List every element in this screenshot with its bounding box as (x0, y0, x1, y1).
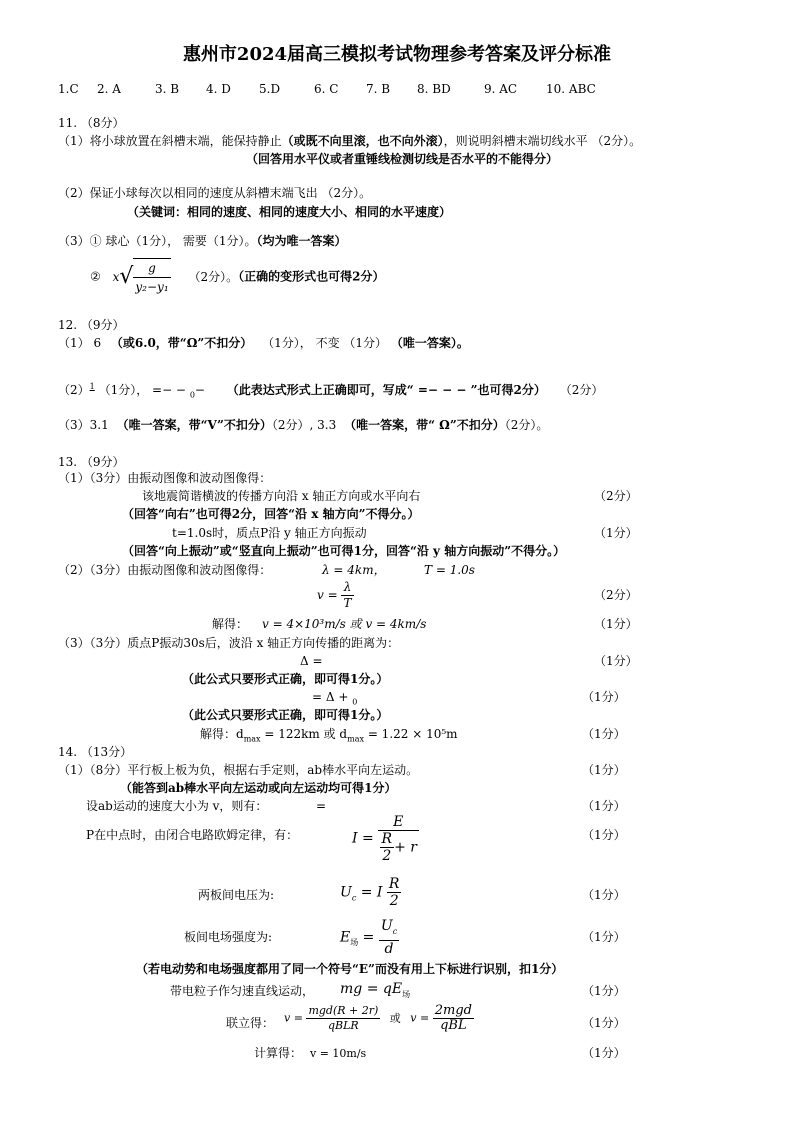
q11-p3c-score: （2分）。 (188, 269, 239, 284)
q14-p8: 计算得： (254, 1046, 303, 1060)
q14-p6: 带电粒子作匀速直线运动， (170, 984, 315, 998)
q14-p7-frac2 (433, 1004, 474, 1033)
frac-denominator: T (343, 596, 352, 610)
q12-p2-eq2: − (194, 383, 205, 397)
q14-p2-score: （1分） (582, 799, 626, 813)
q11-head: 11. （8分） (58, 116, 125, 130)
mc-answer: 4. D (206, 82, 231, 96)
q14-p5-frac (379, 918, 399, 957)
q13-p2-lambda: λ = 4km， (322, 563, 386, 577)
mc-answer: 1.C (58, 82, 79, 96)
q13-p1b-note: （回答“向上振动”或“竖直向上振动”也可得1分，回答“沿 y 轴方向振动”不得分。） (122, 544, 566, 558)
q11-p3c (90, 258, 384, 296)
frac-denominator: qBLR (328, 1019, 359, 1032)
q12-p1-unique: （唯一答案）。 (390, 336, 469, 350)
frac-numerator: mgd(R + 2r) (308, 1004, 379, 1017)
q14-p5-note: （若电动势和电场强度都用了同一个符号“E”而没有用上下标进行识别，扣1分） (136, 962, 564, 976)
q13-p1a-score: （2分） (594, 489, 638, 503)
q13-p2-T: T = 1.0s (424, 563, 475, 577)
q14-p7-v2: v = (410, 1011, 430, 1025)
q11-p1-bold: （或既不向里滚，也不向外滚） (281, 134, 444, 148)
q14-p5-sub: 场 (350, 938, 359, 948)
q14-p5-score: （1分） (582, 930, 626, 944)
mc-answer: 9. AC (484, 82, 518, 96)
q14-p7-score: （1分） (582, 1016, 626, 1030)
q13-head: 13. （9分） (58, 455, 125, 469)
q12-p2-score: （2分） (559, 383, 604, 397)
frac-numerator: R (381, 831, 393, 847)
frac-denominator: d (384, 940, 394, 957)
frac-numerator: R (388, 876, 400, 892)
q13-p2-v (317, 580, 354, 611)
q14-p7-frac1 (306, 1004, 380, 1033)
q12-p2-sub: 0 (189, 390, 195, 400)
q14-p7: 联立得： (226, 1016, 275, 1030)
q14-p5-Usub: c (392, 926, 398, 936)
inner-frac (380, 831, 395, 864)
q14-p4-frac (387, 876, 402, 909)
frac-numerator: g (133, 259, 170, 278)
q11-p1-note: （回答用水平仪或者重锤线检测切线是否水平的不能得分） (246, 152, 559, 166)
q13-p3-eq1-score: （1分） (594, 654, 638, 668)
q11-p3c-num: ② (90, 269, 101, 284)
q14-p3-r: + r (394, 839, 417, 856)
sqrt-icon: √ (119, 264, 134, 289)
q12-p2-note: （此表达式形式上正确即可，写成“ =− − − ”也可得2分） (226, 383, 546, 397)
q14-p8-score: （1分） (582, 1046, 626, 1060)
q11-p3-text: （3）① 球心（1分）， 需要（1分）。 (58, 234, 257, 248)
q14-p4-I: = I (356, 884, 383, 901)
q14-p3-I: I = (352, 830, 374, 847)
q13-p2-sol-score: （1分） (594, 617, 638, 631)
q12-p3-score: （2分）。 (504, 418, 549, 432)
q12-head: 12. （9分） (58, 318, 125, 332)
mc-answer: 7. B (366, 82, 391, 96)
q11-p3c-note: （正确的变形式也可得2分） (238, 269, 385, 284)
q13-p2: （2）（3分）由振动图像和波动图像得： (58, 563, 272, 577)
q14-p3-score: （1分） (582, 828, 626, 842)
q11-p2-note: （关键词：相同的速度、相同的速度大小、相同的水平速度） (127, 205, 452, 219)
frac-denominator (378, 831, 419, 864)
q13-p1b: t=1.0s时，质点P沿 y 轴正方向振动 (172, 526, 367, 540)
q14-p6-sub: 场 (402, 989, 411, 999)
q13-p3-sol-a: 解得：d (200, 727, 244, 741)
q14-p6-score: （1分） (582, 984, 626, 998)
q11-p2: （2）保证小球每次以相同的速度从斜槽末端飞出 （2分）。 (58, 186, 372, 200)
q12-p2-text: （2） (58, 383, 90, 397)
q13-p2-v-score: （2分） (594, 588, 638, 602)
q13-p3-sol-sub2: max (347, 734, 364, 744)
q12-p1-note: （或6.0，带“Ω”不扣分） (110, 336, 253, 350)
q13-p3-sol-sub: max (243, 734, 261, 744)
mc-answer: 10. ABC (546, 82, 596, 96)
q13-p3-eq2-text: = Δ + (312, 690, 353, 704)
frac-denominator: y₂−y₁ (135, 280, 169, 294)
q13-p3: （3）（3分）质点P振动30s后，波沿 x 轴正方向传播的距离为： (58, 636, 400, 650)
q14-p7-or: 或 (389, 1011, 401, 1025)
q14-p3-eq (352, 814, 419, 864)
q14-p4: 两板间电压为: (198, 888, 275, 902)
q13-p1a-note: （回答“向右”也可得2分，回答“沿 x 轴方向”不得分。） (122, 507, 420, 521)
q13-p3-sol-score: （1分） (582, 727, 626, 741)
q14-p4-U: U (340, 884, 352, 901)
q14-p2-eq: = (316, 799, 327, 813)
q13-p3-eq2-score: （1分） (582, 690, 626, 704)
q13-p1: （1）（3分）由振动图像和波动图像得： (58, 471, 272, 485)
q14-p5-E: E (340, 929, 351, 946)
q12-p2-eq: （1分）， =− − (98, 383, 190, 397)
q13-p3-sol (200, 727, 458, 746)
page-title: 惠州市2024届高三模拟考试物理参考答案及评分标准 (182, 44, 612, 65)
frac-denominator: 2 (382, 848, 392, 864)
q14-p4-sub: c (351, 893, 357, 903)
q11-p3-note: （均为唯一答案） (256, 234, 347, 248)
q14-p5-eqsign: = (358, 929, 375, 946)
q12-p2 (58, 380, 603, 402)
q14-p8-eq: v = 10m/s (310, 1047, 367, 1060)
q12-p2-frac: 1 (89, 382, 95, 391)
q14-p1: （1）（8分）平行板上板为负，根据右手定则，ab棒水平向左运动。 (58, 763, 419, 777)
q13-p3-sol-c: = 1.22 × 10⁵m (364, 727, 458, 741)
q14-head: 14. （13分） (58, 745, 133, 759)
q13-p2-sol-eq: v = 4×10³m/s 或 v = 4km/s (262, 617, 427, 631)
q13-p3-note1: （此公式只要形式正确，即可得1分。） (182, 672, 389, 686)
q14-p6-eq (340, 982, 410, 1002)
q11-p3c-frac (133, 258, 170, 296)
q12-p3-note2: （唯一答案，带“ Ω”不扣分） (344, 418, 505, 432)
mc-answer: 2. A (97, 82, 121, 96)
q13-p3-eq2 (312, 690, 357, 709)
q13-p2-v-frac (341, 580, 353, 611)
frac-numerator: λ (341, 580, 353, 596)
q14-p5-U: U (380, 918, 393, 934)
q13-p2-v-label: v = (317, 588, 338, 602)
q14-p3-frac (378, 814, 419, 864)
q14-p3: P在中点时，由闭合电路欧姆定律，有： (86, 828, 299, 842)
q14-p1-note: （能答到ab棒水平向左运动或向左运动均可得1分） (120, 781, 397, 795)
q12-p3 (58, 418, 548, 432)
q14-p1-score: （1分） (582, 763, 626, 777)
q14-p5-eq (340, 918, 399, 957)
q13-p1a: 该地震简谐横波的传播方向沿 x 轴正方向或水平向右 (142, 489, 421, 503)
q12-p3-mid: （2分）, 3.3 (271, 418, 337, 432)
q12-p3-note1: （唯一答案，带“V”不扣分） (116, 418, 272, 432)
q12-p3-text: （3）3.1 (58, 418, 109, 432)
q11-p1-end: ，则说明斜槽末端切线水平 （2分）。 (443, 134, 642, 148)
q11-p1-text: （1）将小球放置在斜槽末端，能保持静止 (58, 134, 282, 148)
frac-numerator: 2mgd (434, 1003, 472, 1018)
q14-p4-eq (340, 876, 401, 909)
mc-answer: 5.D (259, 82, 281, 96)
mc-answer: 6. C (314, 82, 339, 96)
frac-denominator: 2 (389, 893, 399, 909)
q11-p3 (58, 234, 347, 248)
frac-denominator: qBL (440, 1018, 467, 1033)
q12-p1-text: （1） 6 (58, 336, 102, 350)
q14-p7-v: v = (284, 1011, 303, 1025)
mc-answer: 8. BD (417, 82, 451, 96)
q14-p4-score: （1分） (582, 888, 626, 902)
q13-p2-sol: 解得： (212, 617, 249, 631)
q13-p3-eq2-sub: 0 (352, 697, 358, 707)
q14-p5: 板间电场强度为: (184, 930, 273, 944)
q14-p7-eq (284, 1004, 474, 1033)
q12-p1-score: （1分）， 不变 （1分） (262, 336, 388, 350)
frac-numerator: E (378, 814, 419, 831)
q13-p3-eq1: Δ = (300, 654, 323, 668)
q13-p1b-score: （1分） (594, 526, 638, 540)
mc-answer: 3. B (155, 82, 180, 96)
q14-p6-eq-text: mg = qE (340, 981, 403, 997)
q14-p2: 设ab运动的速度大小为 v，则有： (86, 799, 268, 813)
q11-p1 (58, 134, 641, 148)
q11-p3c-x: x (112, 269, 120, 284)
frac-numerator (379, 918, 399, 941)
q13-p3-sol-b: = 122km 或 d (260, 727, 348, 741)
q12-p1 (58, 336, 469, 350)
q13-p3-note2: （此公式只要形式正确，即可得1分。） (182, 708, 389, 722)
